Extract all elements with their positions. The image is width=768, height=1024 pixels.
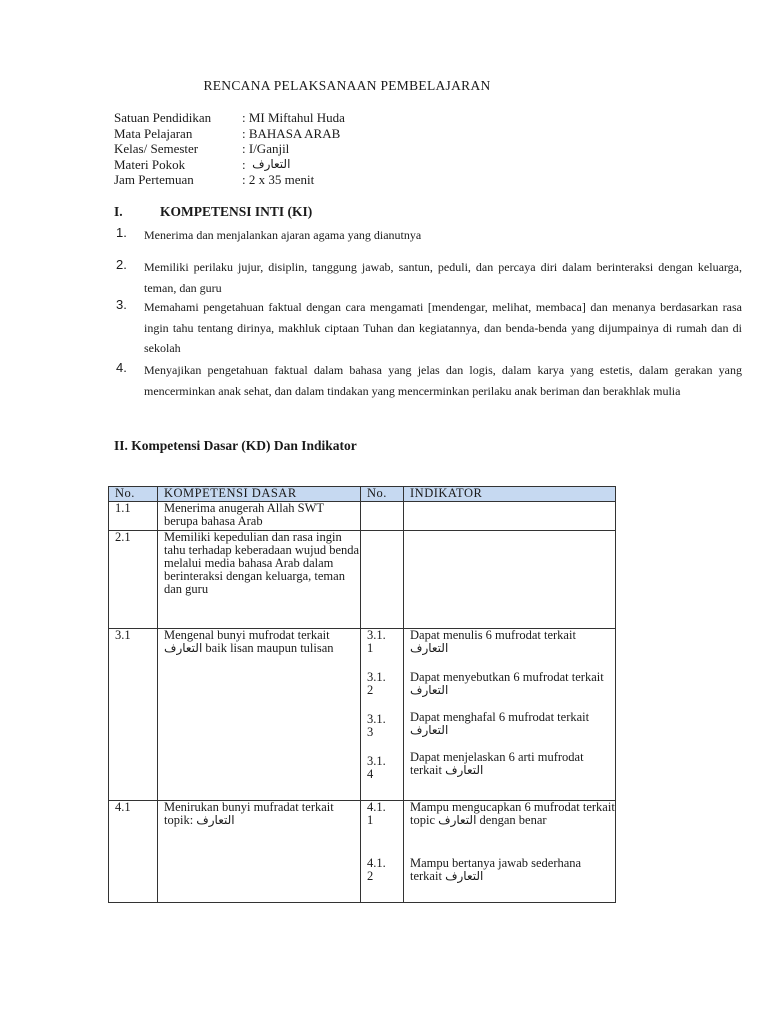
ind-text: Dapat menghafal 6 mufrodat terkait — [410, 710, 590, 724]
info-label: Materi Pokok — [114, 156, 186, 172]
cell-no: 4.1 — [109, 801, 158, 903]
indicator-item — [410, 751, 615, 777]
cell-ind-no — [361, 629, 404, 801]
section-heading-ki — [114, 204, 312, 220]
cell-kd: Memiliki kepedulian dan rasa ingin tahu terhadap keberadaan wujud benda melalui media bahasa Arab dalam berinteraksi dengan keluarga, teman dan guru — [158, 531, 361, 629]
header-no-indicator: No. — [361, 487, 404, 502]
info-value: : BAHASA ARAB — [242, 125, 341, 141]
list-item — [116, 225, 742, 246]
section-heading-kd: II. Kompetensi Dasar (KD) Dan Indikator — [114, 438, 357, 453]
ind-text: Dapat menulis 6 mufrodat terkait — [410, 628, 576, 642]
kd-arabic: التعارف — [164, 641, 203, 655]
ind-text: Dapat menjelaskan 6 arti mufrodat terkait — [410, 750, 584, 777]
table-row — [109, 531, 616, 629]
table-row — [109, 801, 616, 903]
section-number: I. — [114, 204, 123, 219]
info-value: : 2 x 35 menit — [242, 172, 315, 187]
indicator-item — [410, 711, 615, 751]
list-number: 3. — [116, 297, 127, 312]
table-header-row — [109, 487, 616, 502]
page-title: RENCANA PELAKSANAAN PEMBELAJARAN — [203, 78, 491, 93]
info-row — [114, 157, 345, 173]
ind-no: 4 — [367, 767, 374, 781]
ind-text: Dapat menyebutkan 6 mufrodat terkait — [410, 670, 604, 684]
info-row — [114, 172, 345, 188]
info-value: : MI Miftahul Huda — [242, 110, 345, 125]
ind-no: 1 — [367, 641, 374, 655]
cell-no: 3.1 — [109, 629, 158, 801]
info-row — [114, 126, 345, 142]
ind-arabic: التعارف — [445, 763, 484, 777]
list-number: 2. — [116, 257, 127, 272]
list-number: 4. — [116, 360, 127, 375]
header-no: No. — [109, 487, 158, 502]
list-item — [116, 297, 742, 359]
cell-ind — [404, 502, 616, 531]
info-label: Satuan Pendidikan — [114, 110, 212, 125]
table-row — [109, 502, 616, 531]
cell-ind — [404, 629, 616, 801]
ind-text: Mampu bertanya jawab sederhana terkait — [410, 856, 582, 883]
kd-text: baik lisan maupun tulisan — [205, 641, 334, 655]
cell-ind-no — [361, 502, 404, 531]
ind-arabic: التعارف — [445, 869, 484, 883]
kd-arabic: التعارف — [196, 813, 235, 827]
kd-text: Menirukan bunyi mufradat terkait topik: — [164, 800, 334, 827]
cell-ind — [404, 801, 616, 903]
list-text: Memiliki perilaku jujur, disiplin, tanggung jawab, santun, peduli, dan percaya diri dalam berinteraksi dengan keluarga, teman, dan guru — [144, 260, 742, 295]
ind-no: 1 — [367, 813, 374, 827]
ind-arabic: التعارف — [410, 641, 449, 655]
kd-text: Mengenal bunyi mufrodat terkait — [164, 628, 330, 642]
list-text: Memahami pengetahuan faktual dengan cara mengamati [mendengar, melihat, membaca] dan menanya berdasarkan rasa ingin tahu tentang dirinya, makhluk ciptaan Tuhan dan kegiatannya, dan benda-benda yang dijumpainya di rumah dan di sekolah — [144, 300, 742, 355]
kd-table — [108, 486, 616, 903]
ind-arabic: التعارف — [438, 813, 477, 827]
info-row — [114, 110, 345, 126]
list-text: Menerima dan menjalankan ajaran agama yang dianutnya — [144, 228, 422, 242]
table-row — [109, 629, 616, 801]
cell-kd: Menerima anugerah Allah SWT berupa bahasa Arab — [158, 502, 361, 531]
ind-text: Mampu mengucapkan 6 mufrodat terkait topic — [410, 800, 615, 827]
info-value-arabic: التعارف — [252, 156, 291, 171]
indicator-item — [410, 801, 615, 857]
ind-no: 3 — [367, 725, 374, 739]
ind-text: dengan benar — [479, 813, 547, 827]
info-label: Mata Pelajaran — [114, 125, 193, 141]
info-label: Jam Pertemuan — [114, 172, 194, 187]
indicator-item — [410, 857, 615, 883]
cell-ind-no — [361, 531, 404, 629]
ind-no: 2 — [367, 869, 374, 883]
cell-no: 2.1 — [109, 531, 158, 629]
ind-arabic: التعارف — [410, 683, 449, 697]
info-value: : — [242, 156, 246, 172]
identity-block — [114, 110, 345, 188]
indicator-item — [410, 671, 615, 711]
ind-no: 3.1. — [367, 712, 386, 726]
indicator-item — [410, 629, 615, 671]
ind-no: 3.1. — [367, 754, 386, 768]
ind-no: 2 — [367, 683, 374, 697]
ind-no: 3.1. — [367, 628, 386, 642]
ind-no: 3.1. — [367, 670, 386, 684]
cell-kd — [158, 629, 361, 801]
list-text: Menyajikan pengetahuan faktual dalam bahasa yang jelas dan logis, dalam karya yang estetis, dalam gerakan yang mencerminkan anak sehat, dan dalam tindakan yang mencerminkan perilaku anak beriman dan berakhlak mulia — [144, 363, 742, 398]
info-value: : I/Ganjil — [242, 141, 290, 156]
cell-ind-no — [361, 801, 404, 903]
list-item — [116, 257, 742, 298]
info-row — [114, 141, 345, 157]
list-item — [116, 360, 742, 401]
cell-no: 1.1 — [109, 502, 158, 531]
info-label: Kelas/ Semester — [114, 141, 199, 156]
list-number: 1. — [116, 225, 127, 240]
header-kd: KOMPETENSI DASAR — [158, 487, 361, 502]
cell-kd — [158, 801, 361, 903]
ind-no: 4.1. — [367, 856, 386, 870]
cell-ind — [404, 531, 616, 629]
ind-no: 4.1. — [367, 800, 386, 814]
ind-arabic: التعارف — [410, 723, 449, 737]
section-title: KOMPETENSI INTI (KI) — [160, 204, 313, 219]
header-indicator: INDIKATOR — [404, 487, 616, 502]
